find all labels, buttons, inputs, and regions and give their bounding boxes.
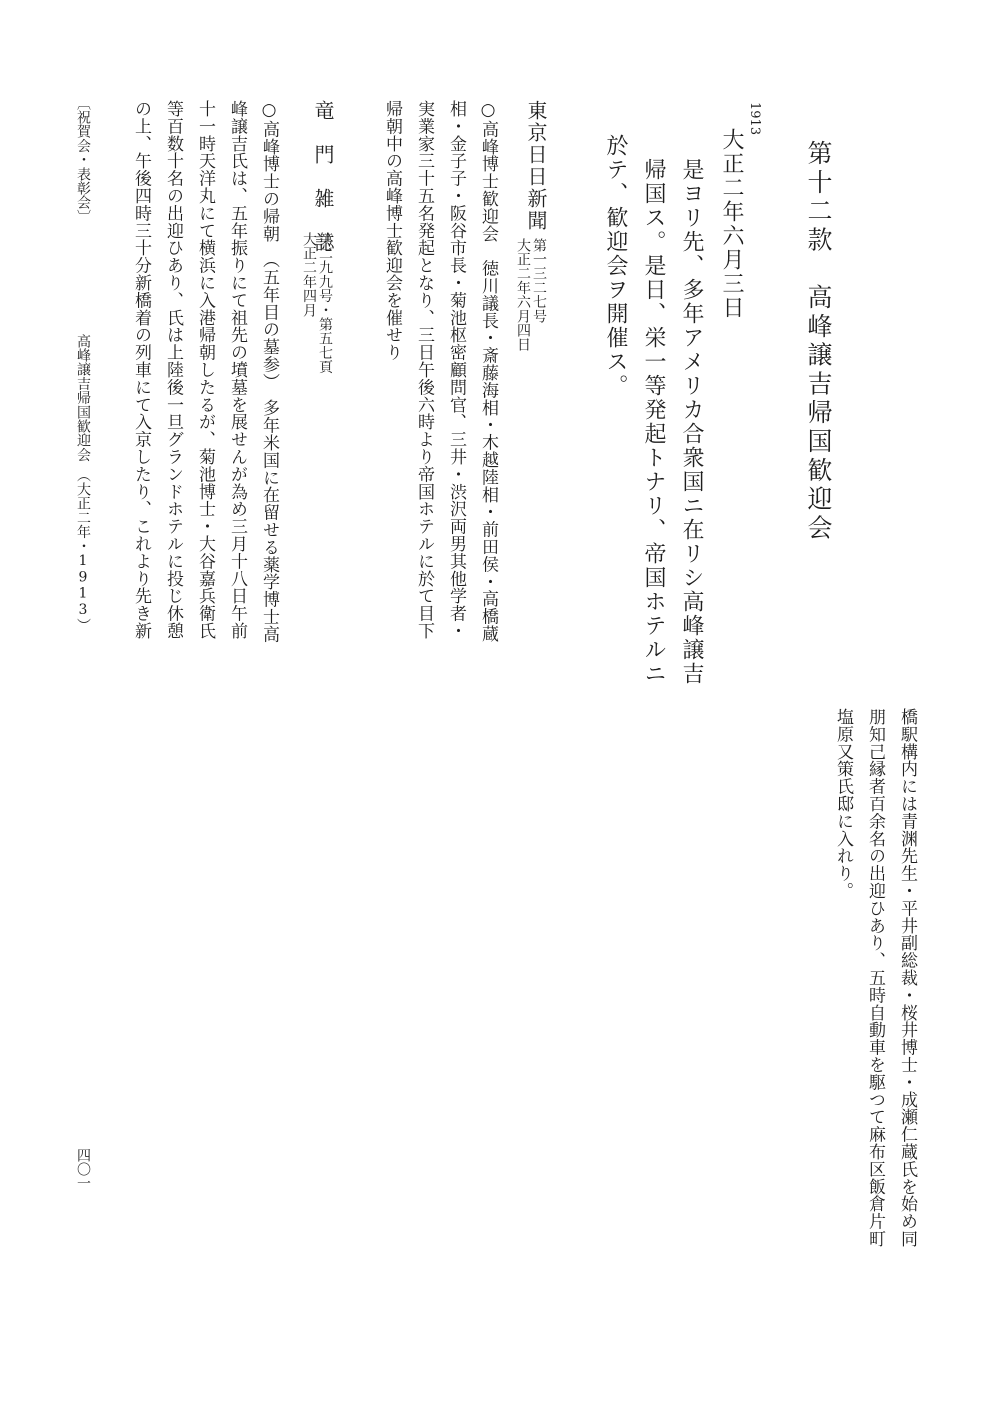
source2-body-line-3: 十一時天洋丸にて横浜に入港帰朝したるが、菊池博士・大谷嘉兵衛氏 (195, 100, 215, 640)
footer-category: 〔祝賀会・表彰会〕 (75, 96, 91, 224)
entry-body-line-3: 於テ、歓迎会ヲ開催ス。 (603, 134, 628, 398)
source1-body-line-3: 実業家三十五名発起となり、三日午後六時より帝国ホテルに於て目下 (414, 100, 434, 640)
source2-body-line-4: 等百数十名の出迎ひあり、氏は上陸後一旦グランドホテルに投じ休憩 (163, 100, 183, 640)
entry-body-line-2: 帰国ス。是日、栄一等発起トナリ、帝国ホテルニ (641, 158, 666, 686)
source2-meta-line2: 大正二年四月 (301, 232, 317, 318)
source2-body-line-2: 峰譲吉氏は、五年振りにて祖先の墳墓を展せんが為め三月十八日午前 (227, 100, 247, 640)
source2-body-line-1: ○高峰博士の帰朝 （五年目の墓参） 多年米国に在留せる薬学博士高 (259, 100, 279, 643)
continuation-line-2: 朋知己縁者百余名の出迎ひあり、五時自動車を駆つて麻布区飯倉片町 (865, 708, 885, 1248)
source1-body-line-1: ○高峰博士歓迎会 徳川議長・斎藤海相・木越陸相・前田侯・高橋蔵 (478, 100, 498, 643)
entry-body-line-1: 是ヨリ先、多年アメリカ合衆国ニ在リシ高峰譲吉 (679, 158, 704, 686)
section-title: 第十二款 高峰譲吉帰国歓迎会 (804, 140, 833, 544)
continuation-line-1: 橋駅構内には青渊先生・平井副総裁・桜井博士・成瀬仁蔵氏を始め同 (897, 708, 917, 1248)
continuation-line-3: 塩原又策氏邸に入れり。 (833, 708, 853, 900)
source1-body-line-4: 帰朝中の高峰博士歓迎会を催せり (382, 100, 402, 361)
entry-year-note: 1913 (747, 102, 762, 136)
source2-title: 竜 門 雑 誌 (311, 100, 335, 254)
source2-meta-line1: 第二九九号・第五七頁 (317, 232, 333, 374)
source1-meta-line1: 第一三二七号 (531, 238, 547, 324)
source1-meta-line2: 大正二年六月四日 (515, 238, 531, 352)
source1-body-line-2: 相・金子子・阪谷市長・菊池枢密顧問官、三井・渋沢両男其他学者・ (446, 100, 466, 640)
source2-body-line-5: の上、午後四時三十分新橋着の列車にて入京したり、これより先き新 (131, 100, 151, 640)
source1-title: 東京日日新聞 (524, 100, 548, 232)
footer-running-title: 高峰譲吉帰国歓迎会 (75, 334, 91, 462)
entry-date: 大正二年六月三日 (719, 128, 744, 320)
footer-year: （大正二年・1913） (75, 468, 91, 633)
page-number: 四〇一 (75, 1148, 91, 1191)
